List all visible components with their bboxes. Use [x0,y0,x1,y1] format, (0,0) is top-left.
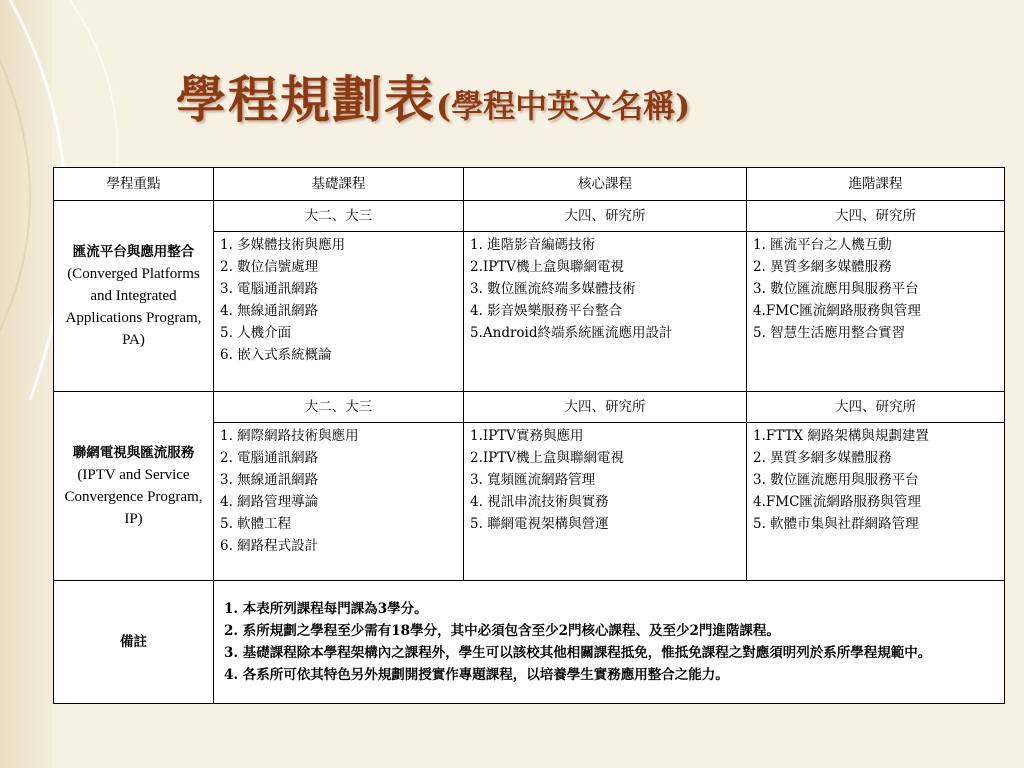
course-item: 5. 智慧生活應用整合實習 [753,325,906,341]
course-item: 3. 數位匯流應用與服務平台 [753,472,919,488]
course-item: 3. 電腦通訊網路 [220,281,319,297]
basic-courses [214,232,464,392]
course-item: 1. 多媒體技術與應用 [220,237,346,253]
notes-row [54,581,1005,704]
course-item: 6. 網路程式設計 [220,538,319,554]
year-row [54,201,1005,232]
note-item: 1. 本表所列課程每門課為3學分。 [224,601,428,617]
note-item: 3. 基礎課程除本學程架構內之課程外，學生可以該校其他相關課程抵免，惟抵免課程之對應須明列於系所學程規範中。 [224,645,932,661]
course-item: 2. 異質多網多媒體服務 [753,259,892,275]
course-item: 2. 電腦通訊網路 [220,450,319,466]
course-item: 3. 無線通訊網路 [220,472,319,488]
course-item: 6. 嵌入式系統概論 [220,347,332,363]
year-advanced: 大四、研究所 [747,201,1005,232]
program-name-en: (Converged Platforms and Integrated Applications Program, PA) [65,266,202,348]
header-core: 核心課程 [464,168,747,201]
course-item: 5. 軟體市集與社群網路管理 [753,516,919,532]
course-item: 4. 視訊串流技術與實務 [470,494,609,510]
core-courses [464,423,747,581]
course-item: 3. 寬頻匯流網路管理 [470,472,596,488]
page-title [176,60,690,132]
year-basic: 大二、大三 [214,392,464,423]
course-item: 5. 人機介面 [220,325,292,341]
year-basic: 大二、大三 [214,201,464,232]
core-courses [464,232,747,392]
course-item: 4. 無線通訊網路 [220,303,319,319]
course-item: 5. 軟體工程 [220,516,292,532]
program-name-cell [54,392,214,581]
course-item: 4.FMC匯流網路服務與管理 [753,494,921,510]
program-name-en: (IPTV and Service Convergence Program, IP) [64,467,203,527]
title-main: 學程規劃表 [176,70,436,129]
year-row [54,392,1005,423]
course-item: 4. 網路管理導論 [220,494,319,510]
curriculum-table [53,167,1005,704]
year-core: 大四、研究所 [464,201,747,232]
course-item: 2. 數位信號處理 [220,259,319,275]
program-name-zh: 聯網電視與匯流服務 [72,445,195,461]
course-item: 1.IPTV實務與應用 [470,428,584,444]
course-item: 5.Android終端系統匯流應用設計 [470,325,673,341]
program-name-cell [54,201,214,392]
header-basic: 基礎課程 [214,168,464,201]
course-item: 2. 異質多網多媒體服務 [753,450,892,466]
year-advanced: 大四、研究所 [747,392,1005,423]
course-item: 1.FTTX 網路架構與規劃建置 [753,428,929,444]
advanced-courses [747,423,1005,581]
note-item: 4. 各系所可依其特色另外規劃開授實作專題課程，以培養學生實務應用整合之能力。 [224,667,729,683]
notes-content [214,581,1005,704]
program-name-zh: 匯流平台與應用整合 [72,244,195,260]
course-item: 2.IPTV機上盒與聯網電視 [470,450,625,466]
header-row [54,168,1005,201]
header-focus: 學程重點 [54,168,214,201]
title-sub: (學程中英文名稱) [436,87,691,125]
course-item: 3. 數位匯流應用與服務平台 [753,281,919,297]
course-item: 2.IPTV機上盒與聯網電視 [470,259,625,275]
advanced-courses [747,232,1005,392]
course-item: 3. 數位匯流終端多媒體技術 [470,281,636,297]
course-item: 4. 影音娛樂服務平台整合 [470,303,623,319]
header-advanced: 進階課程 [747,168,1005,201]
note-item: 2. 系所規劃之學程至少需有18學分，其中必須包含至少2門核心課程、及至少2門進階課程。 [224,623,780,639]
year-core: 大四、研究所 [464,392,747,423]
course-item: 4.FMC匯流網路服務與管理 [753,303,921,319]
course-item: 1. 網際網路技術與應用 [220,428,359,444]
course-item: 1. 匯流平台之人機互動 [753,237,892,253]
notes-label: 備註 [54,581,214,704]
course-item: 1. 進階影音編碼技術 [470,237,596,253]
course-item: 5. 聯網電視架構與營運 [470,516,609,532]
basic-courses [214,423,464,581]
